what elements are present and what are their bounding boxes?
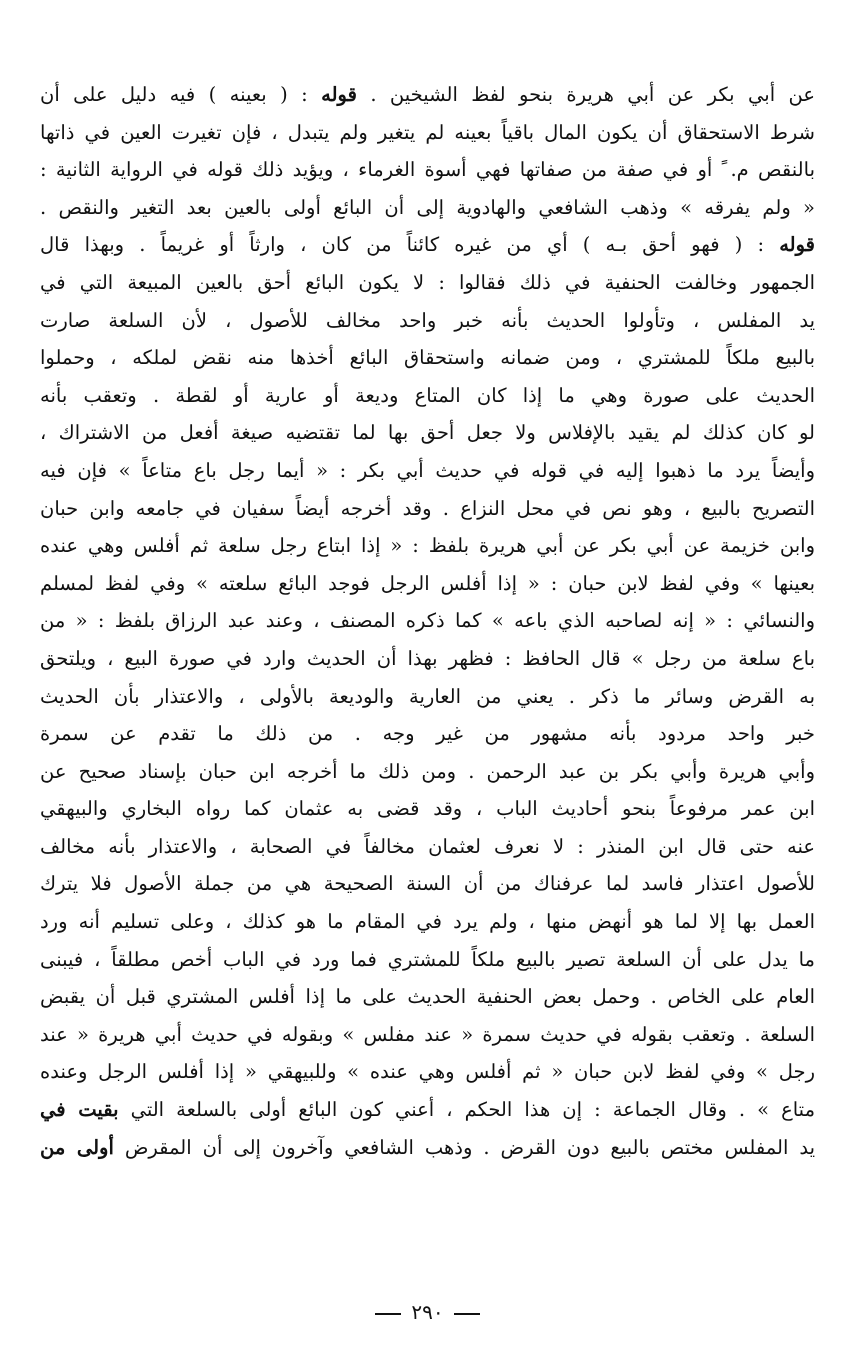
text-line-segment: بعينها » وفي لفظ لابن حبان : « إذا أفلس الرجل فوجد البائع سلعته » وفي لفظ لمسلم <box>40 571 815 595</box>
text-line-segment: وأيضاً يرد ما ذهبوا إليه في قوله في حديث أبي بكر : « أيما رجل باع متاعاً » فإن فيه <box>40 458 815 482</box>
text-line <box>40 76 815 114</box>
page-number-dash-right <box>454 1313 480 1315</box>
text-line-segment: باع سلعة من رجل » قال الحافظ : فظهر بهذا أن الحديث وارد في صورة البيع ، ويلتحق <box>40 646 815 670</box>
text-line <box>40 189 815 227</box>
text-line <box>40 226 815 264</box>
text-line-segment: بالبيع ملكاً للمشتري ، ومن ضمانه واستحقاق البائع أخذها منه نقض لملكه ، وحملوا <box>40 346 815 370</box>
text-line <box>40 302 815 340</box>
text-line <box>40 151 815 189</box>
text-line <box>40 527 815 565</box>
text-line-segment: ما يدل على أن السلعة تصير بالبيع ملكاً للمشتري فما ورد في الباب أخص مطلقاً ، فيبنى <box>40 947 815 971</box>
text-line-segment: يد المفلس مختص بالبيع دون القرض . وذهب الشافعي وآخرون إلى أن المقرض <box>113 1135 815 1159</box>
text-line-segment: العام على الخاص . وحمل بعض الحنفية الحديث على ما إذا أفلس المشتري قبل أن يقبض <box>40 985 815 1009</box>
text-line-segment: الجمهور وخالفت الحنفية في ذلك فقالوا : لا يكون البائع أحق بالعين المبيعة التي في <box>40 270 815 294</box>
text-line <box>40 377 815 415</box>
text-line <box>40 753 815 791</box>
text-line-segment: والنسائي : « إنه لصاحبه الذي باعه » كما ذكره المصنف ، وعند عبد الرزاق بلفظ : « من <box>40 609 815 633</box>
text-line <box>40 264 815 302</box>
text-line <box>40 678 815 716</box>
text-line <box>40 941 815 979</box>
bold-keyword: أولى من <box>40 1135 114 1159</box>
text-line-segment: التصريح بالبيع ، وهو نص في محل النزاع . وقد أخرجه أيضاً سفيان في جامعه وابن حبان <box>40 496 815 520</box>
text-line <box>40 602 815 640</box>
page-number-dash-left <box>375 1313 401 1315</box>
text-line <box>40 339 815 377</box>
text-line <box>40 1016 815 1054</box>
text-line-segment: خبر واحد مردود بأنه مشهور من غير وجه . من ذلك ما تقدم عن سمرة <box>40 722 815 746</box>
text-line-segment: يد المفلس ، وتأولوا الحديث بأنه خبر واحد مخالف للأصول ، لأن السلعة صارت <box>40 308 815 332</box>
text-line-segment: العمل بها إلا لما هو أنهض منها ، ولم يرد في المقام ما هو كذلك ، وعلى تسليم أنه ورد <box>40 910 815 934</box>
text-line-segment: « ولم يفرقه » وذهب الشافعي والهادوية إلى أن البائع أولى بالعين بعد التغير والنقص . <box>40 195 815 219</box>
text-line <box>40 790 815 828</box>
text-line <box>40 114 815 152</box>
page-number-footer <box>0 1300 855 1324</box>
text-line <box>40 865 815 903</box>
text-line-segment: رجل » وفي لفظ لابن حبان « ثم أفلس وهي عنده » وللبيهقي « إذا أفلس الرجل وعنده <box>40 1060 815 1084</box>
bold-keyword: بقيت في <box>40 1098 119 1122</box>
text-line <box>40 828 815 866</box>
text-line <box>40 565 815 603</box>
text-line <box>40 414 815 452</box>
bold-keyword: قوله <box>321 83 357 106</box>
text-line <box>40 978 815 1016</box>
text-line <box>40 1053 815 1091</box>
text-line-segment: الحديث على صورة وهي ما إذا كان المتاع وديعة أو عارية أو لقطة . وتعقب بأنه <box>40 383 815 407</box>
text-line <box>40 903 815 941</box>
text-line-segment: : ( بعينه ) فيه دليل على أن <box>40 83 322 106</box>
text-line-segment: ابن عمر مرفوعاً بنحو أحاديث الباب ، وقد قضى به عثمان كما رواه البخاري والبيهقي <box>40 797 815 821</box>
text-line-segment: : ( فهو أحق بـه ) أي من غيره كائناً من كان ، وارثاً أو غريماً . وبهذا قال <box>40 233 780 257</box>
text-line-segment: السلعة . وتعقب بقوله في حديث سمرة « عند مفلس » وبقوله في حديث أبي هريرة « عند <box>40 1022 815 1046</box>
text-line-segment: وأبي هريرة وأبي بكر بن عبد الرحمن . ومن ذلك ما أخرجه ابن حبان بإسناد صحيح عن <box>40 759 815 783</box>
text-line-segment: للأصول اعتذار فاسد لما عرفناك من أن السنة الصحيحة هي من جملة الأصول فلا يترك <box>40 872 815 896</box>
text-line-segment: متاع » . وقال الجماعة : إن هذا الحكم ، أعني كون البائع أولى بالسلعة التي <box>118 1098 815 1122</box>
text-line <box>40 490 815 528</box>
page-body-text <box>40 76 815 1166</box>
text-line-segment: عنه حتى قال ابن المنذر : لا نعرف لعثمان مخالفاً في الصحابة ، والاعتذار بأنه مخالف <box>40 834 815 858</box>
text-line-segment: شرط الاستحقاق أن يكون المال باقياً بعينه لم يتغير ولم يتبدل ، فإن تغيرت العين في ذاتها <box>40 120 815 144</box>
bold-keyword: قوله <box>779 233 815 257</box>
text-line-segment: به القرض وسائر ما ذكر . يعني من العارية والوديعة بالأولى ، والاعتذار بأن الحديث <box>40 684 815 708</box>
text-line <box>40 715 815 753</box>
page-number: ٢٩٠ <box>411 1300 444 1324</box>
text-line-segment: بالنقص م. ً أو في صفة من صفاتها فهي أسوة الغرماء ، ويؤيد ذلك قوله في الرواية الثانية : <box>40 158 815 182</box>
text-line-segment: لو كان كذلك لم يقيد بالإفلاس ولا جعل أحق بها لما تقتضيه صيغة أفعل من الاشتراك ، <box>40 421 815 445</box>
text-line-segment: عن أبي بكر عن أبي هريرة بنحو لفظ الشيخين . <box>356 83 815 106</box>
text-line-segment: وابن خزيمة عن أبي بكر عن أبي هريرة بلفظ : « إذا ابتاع رجل سلعة ثم أفلس وهي عنده <box>40 534 815 558</box>
text-line <box>40 640 815 678</box>
text-line <box>40 452 815 490</box>
text-line <box>40 1091 815 1129</box>
text-line <box>40 1129 815 1167</box>
